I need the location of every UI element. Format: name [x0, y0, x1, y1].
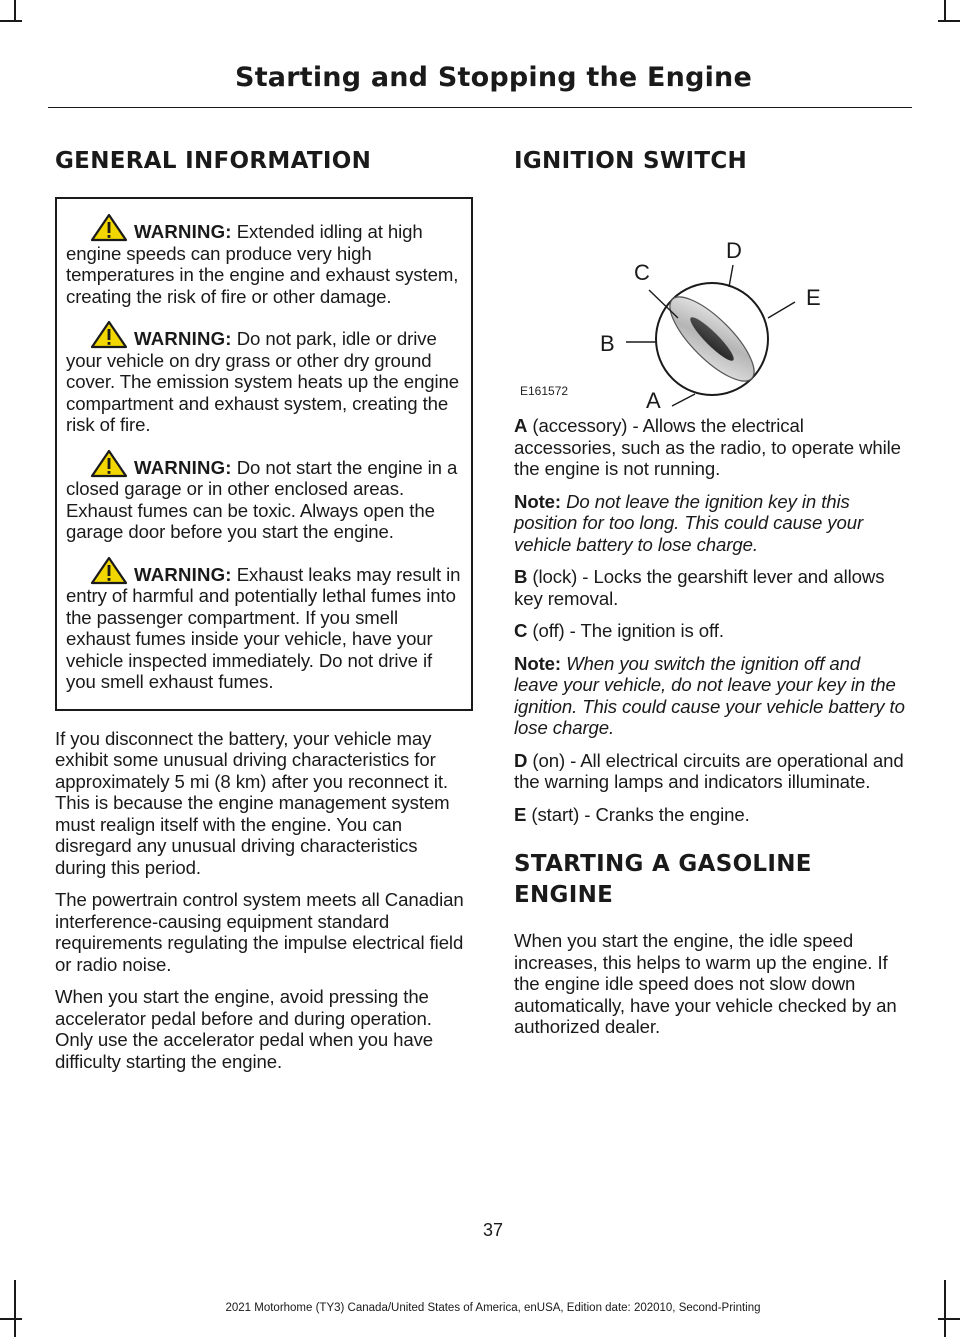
warning-triangle-icon: [90, 449, 128, 478]
warning-text: Do not start the engine in a closed garage or in other enclosed areas. Exhaust fumes can be toxic. Always open the garage door before you start the engine.: [66, 456, 458, 542]
heading-line: STARTING A GASOLINE: [514, 851, 812, 877]
position-label-e: E: [806, 285, 821, 310]
item-text: (off) - The ignition is off.: [527, 620, 724, 641]
ignition-switch-figure: [514, 175, 908, 415]
warning-item: [66, 556, 464, 693]
crop-mark: [944, 0, 946, 22]
item-c: [514, 620, 908, 642]
warning-label: WARNING:: [134, 563, 232, 585]
leader-line-d: [729, 265, 733, 287]
warning-item: [66, 320, 464, 436]
header-divider: [48, 107, 912, 108]
note-text: When you switch the ignition off and leave your vehicle, do not leave your key in the ignition. This could cause your vehicle battery to lose charge.: [514, 652, 905, 738]
item-d: [514, 750, 908, 793]
item-letter: B: [514, 566, 528, 587]
item-e: [514, 804, 908, 826]
leader-line-e: [768, 302, 795, 318]
item-letter: C: [514, 620, 528, 641]
leader-line-a: [672, 394, 695, 406]
note: [514, 491, 908, 556]
body-paragraph: If you disconnect the battery, your vehicle may exhibit some unusual driving characteristics for approximately 5 mi (8 km) after you reconnect it. This is because the engine management system must realign itself with the engine. You can disregard any unusual driving characteristics during this period.: [55, 727, 450, 878]
warning-box: [55, 197, 473, 711]
item-text: (lock) - Locks the gearshift lever and allows key removal.: [514, 566, 885, 609]
note-label: Note:: [514, 652, 562, 674]
warning-triangle-icon: [90, 320, 128, 349]
warning-label: WARNING:: [134, 328, 232, 349]
ignition-switch-diagram: [514, 175, 908, 415]
item-letter: A: [514, 415, 528, 436]
page-header-title: Starting and Stopping the Engine: [235, 62, 752, 93]
right-column: [514, 146, 908, 1049]
position-label-d: D: [726, 238, 742, 263]
crop-mark: [14, 0, 16, 22]
warning-triangle-icon: [90, 556, 128, 585]
note-label: Note:: [514, 490, 562, 512]
page-footer: 2021 Motorhome (TY3) Canada/United States of America, enUSA, Edition date: 202010, Second-Printing: [225, 1302, 761, 1314]
warning-text: Do not park, idle or drive your vehicle on dry grass or other dry ground cover. The emission system heats up the engine compartment and exhaust system, creating the risk of fire.: [66, 328, 459, 435]
section-heading-general-information: GENERAL INFORMATION: [55, 148, 372, 174]
warning-text: Extended idling at high engine speeds can produce very high temperatures in the engine and exhaust system, creating the risk of fire or other damage.: [66, 221, 459, 307]
warning-item: [66, 213, 464, 307]
warning-label: WARNING:: [134, 456, 232, 478]
crop-mark: [938, 1318, 960, 1320]
body-paragraph: When you start the engine, avoid pressing the accelerator pedal before and during operation. Only use the accelerator pedal when you have difficulty starting the engine.: [55, 986, 434, 1072]
item-a: [514, 415, 908, 480]
item-text: (start) - Cranks the engine.: [526, 803, 750, 825]
warning-triangle-icon: [90, 213, 128, 242]
crop-mark: [938, 20, 960, 22]
item-text: (accessory) - Allows the electrical accessories, such as the radio, to operate while the engine is not running.: [514, 415, 901, 479]
position-label-b: B: [600, 331, 615, 356]
warning-label: WARNING:: [134, 221, 232, 242]
page-number: 37: [482, 1220, 504, 1240]
section-heading-ignition-switch: IGNITION SWITCH: [514, 148, 748, 174]
position-label-c: C: [634, 260, 650, 285]
position-label-a: A: [646, 388, 661, 413]
heading-line: ENGINE: [514, 882, 614, 908]
left-column: [55, 146, 473, 1083]
figure-code: E161572: [520, 384, 569, 398]
crop-mark: [0, 20, 22, 22]
body-paragraph: When you start the engine, the idle speed increases, this helps to warm up the engine. If the engine idle speed does not slow down automatically, have your vehicle checked by an authorized dealer.: [514, 930, 897, 1037]
section-heading-starting-gasoline-engine: [514, 849, 908, 911]
warning-text: Exhaust leaks may result in entry of harmful and potentially lethal fumes into the passenger compartment. If you smell exhaust fumes inside your vehicle, have your vehicle inspected immediately. Do not drive if you smell exhaust fumes.: [66, 563, 461, 692]
note: [514, 653, 908, 739]
item-b: [514, 566, 908, 609]
item-text: (on) - All electrical circuits are operational and the warning lamps and indicators illuminate.: [514, 749, 904, 792]
body-paragraph: The powertrain control system meets all Canadian interference-causing equipment standard requirements regulating the impulse electrical field or radio noise.: [55, 889, 464, 975]
item-letter: D: [514, 749, 528, 771]
note-text: Do not leave the ignition key in this position for too long. This could cause your vehicle battery to lose charge.: [514, 490, 864, 555]
warning-item: [66, 449, 464, 543]
item-letter: E: [514, 803, 527, 825]
crop-mark: [0, 1318, 22, 1320]
